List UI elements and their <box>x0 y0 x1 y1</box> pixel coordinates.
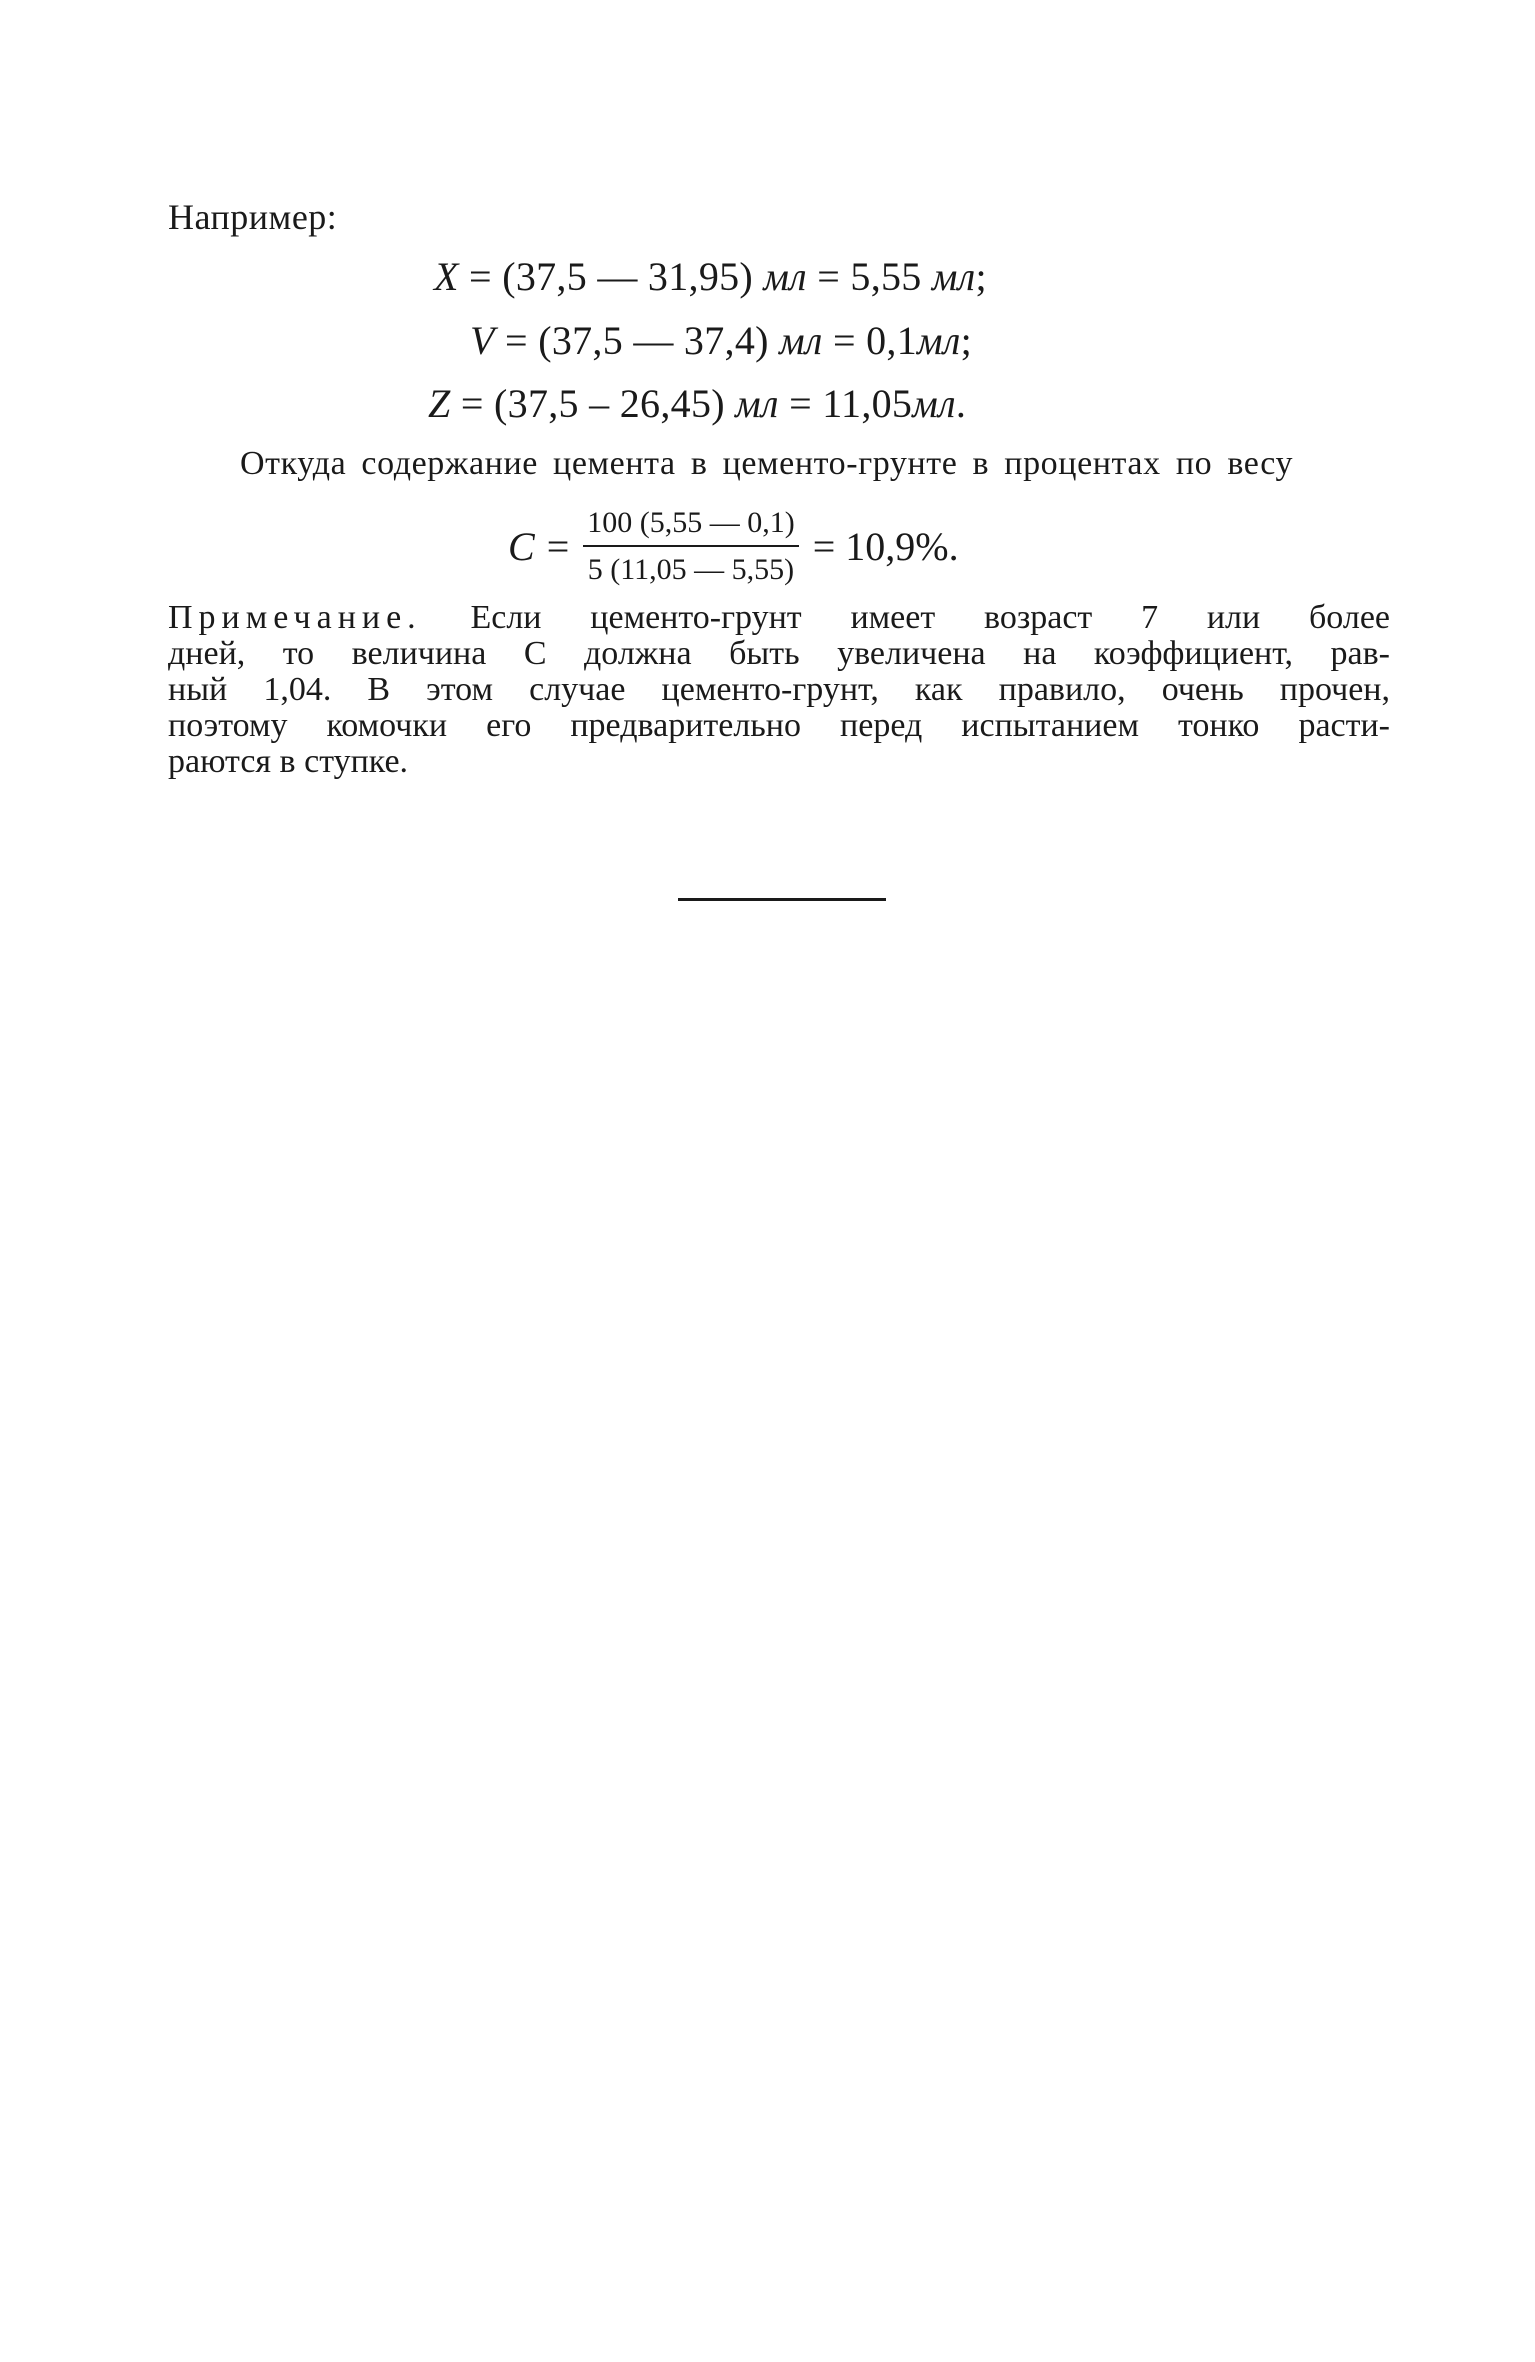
whence-paragraph: Откуда содержание цемента в цементо-грунте в процентах по весу <box>240 445 1294 482</box>
note-line-2: дней, то величина C должна быть увеличена на коэффициент, рав- <box>168 635 1390 672</box>
note-title: Примечание. <box>168 599 422 636</box>
equation-z-tail: . <box>955 381 967 426</box>
equation-z-unit2: мл <box>912 381 956 426</box>
note-paragraph <box>168 600 1390 780</box>
equation-x-tail: ; <box>975 254 987 299</box>
equation-z-result: = 11,05 <box>789 381 913 426</box>
equation-x-expr: = (37,5 — 31,95) <box>469 254 754 299</box>
formula-c-result: = 10,9%. <box>812 523 959 569</box>
equation-x <box>434 253 987 300</box>
equation-v-lhs: V <box>470 318 495 363</box>
equation-x-result: = 5,55 <box>817 254 922 299</box>
equation-v <box>470 317 972 364</box>
intro-text: Например: <box>168 197 338 237</box>
section-divider <box>678 898 886 901</box>
equation-v-expr: = (37,5 — 37,4) <box>505 318 769 363</box>
equation-z <box>428 380 966 427</box>
equation-x-unit2: мл <box>931 254 976 299</box>
equation-z-expr: = (37,5 – 26,45) <box>460 381 725 426</box>
equation-z-unit1: мл <box>735 381 779 426</box>
equation-v-unit1: мл <box>779 318 823 363</box>
formula-c-denominator: 5 (11,05 — 5,55) <box>587 553 795 586</box>
note-line-3: ный 1,04. В этом случае цементо-грунт, как правило, очень прочен, <box>168 671 1390 708</box>
equation-v-tail: ; <box>960 318 973 363</box>
formula-c-lhs: C <box>508 523 535 569</box>
equation-v-unit2: мл <box>917 318 961 363</box>
note-line-1-text: Если цементо-грунт имеет возраст 7 или более <box>470 599 1391 636</box>
note-line-4: поэтому комочки его предварительно перед испытанием тонко расти- <box>168 707 1390 744</box>
equation-z-lhs: Z <box>428 381 451 426</box>
equation-x-lhs: X <box>434 254 459 299</box>
equation-x-unit1: мл <box>763 254 807 299</box>
equation-v-result: = 0,1 <box>832 318 918 363</box>
formula-c-numerator: 100 (5,55 — 0,1) <box>583 504 798 548</box>
formula-c-fraction <box>583 504 798 589</box>
note-line-1 <box>168 600 1390 636</box>
note-line-5: раются в ступке. <box>168 743 409 780</box>
formula-c <box>508 496 959 596</box>
formula-c-equals: = <box>546 523 570 569</box>
